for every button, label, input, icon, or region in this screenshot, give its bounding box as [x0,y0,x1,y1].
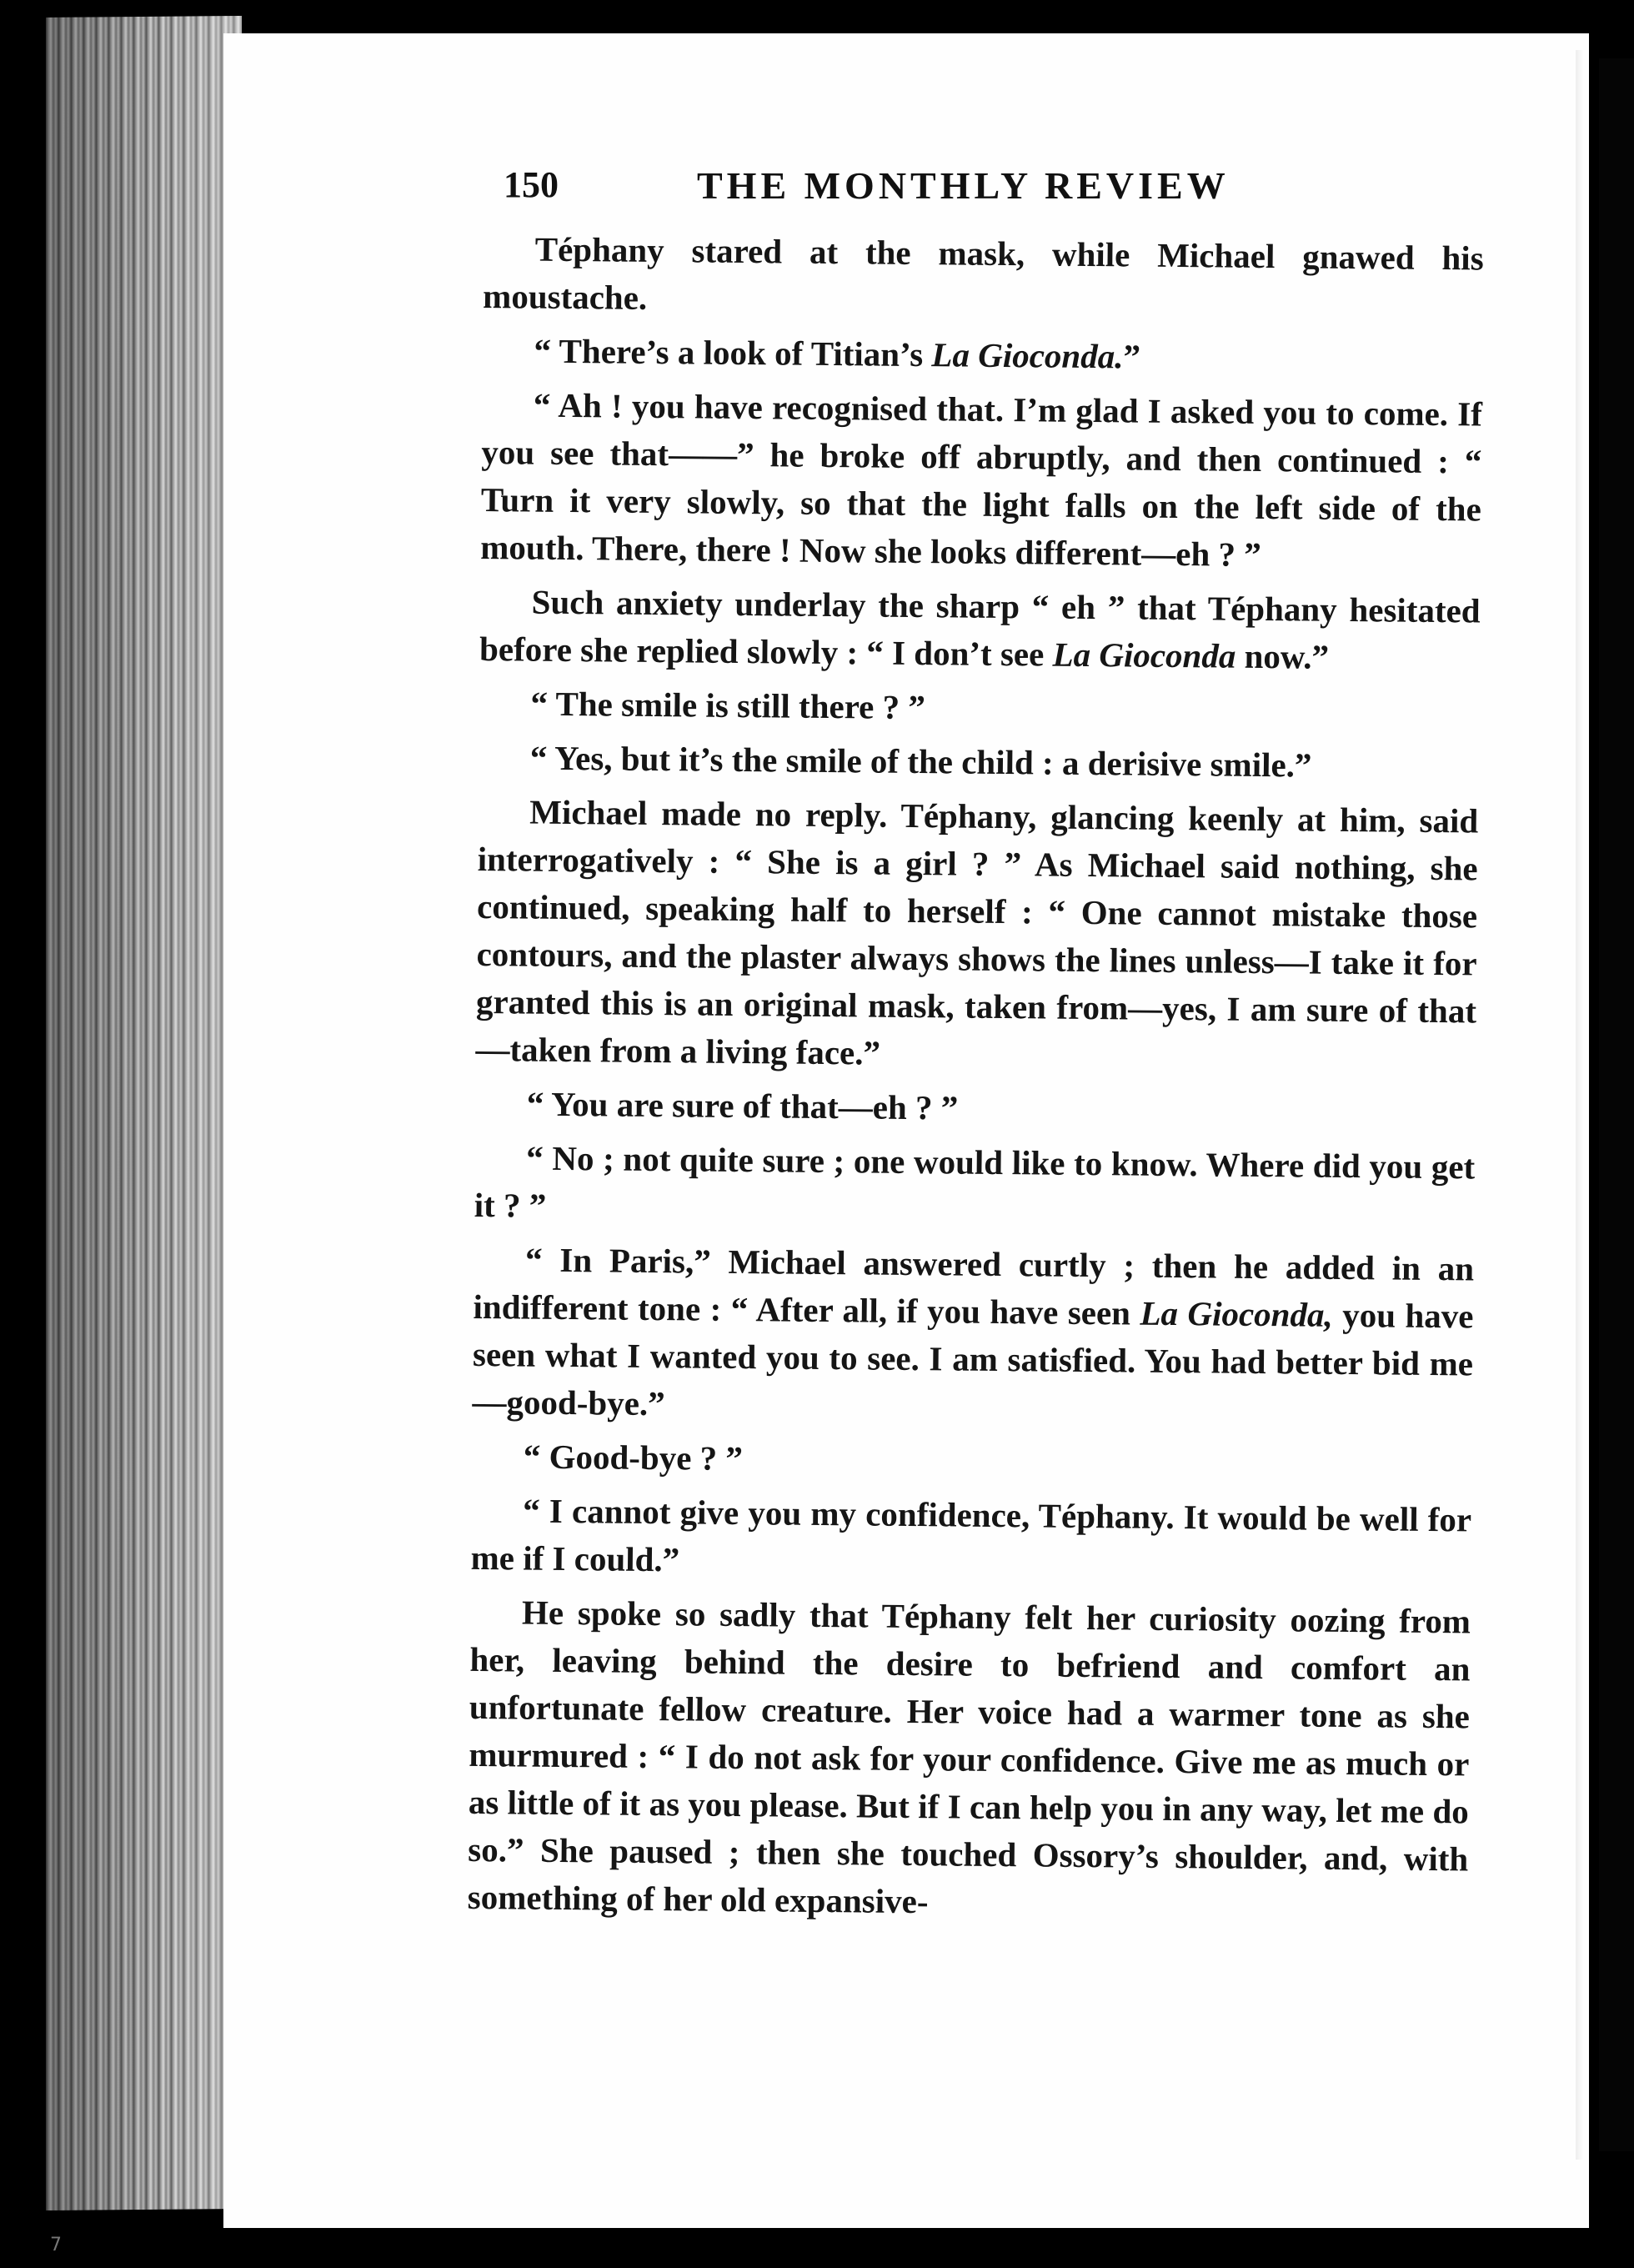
paragraph [470,1487,1471,1592]
paragraph-text: “ Yes, but it’s the smile of the child : a derisive smile.” [529,738,1312,785]
paragraph-text: “ The smile is still there ? ” [530,684,926,727]
paragraph-text: “ There’s a look of Titian’s [534,331,932,374]
paragraph [480,381,1482,581]
paragraph-text: now.” [1236,636,1330,676]
paragraph [472,1433,1472,1490]
book-page-edges [46,16,242,2210]
paragraph-text: “ You are sure of that—eh ? ” [526,1084,959,1127]
paragraph-text: Michael made no reply. Téphany, glancing keenly at him, said interrogatively : “ She is a girl ? ” As Michael said nothing, she continued, speaking half to herself : “ One cannot mistake those contours, and the plaster always shows the lines unless—I take it for granted this is an original mask, taken from—yes, I am sure of that—taken from a living face.” [475,792,1479,1072]
italic-title: La Gioconda [1052,635,1236,675]
paragraph-text: “ No ; not quite sure ; one would like to know. Where did you get it ? ” [474,1138,1476,1225]
paragraph [475,788,1478,1083]
margin-mark: 7 [50,2235,62,2255]
paragraph-text: Such anxiety underlay the sharp “ eh ” that Téphany hesitated before she replied slowly : “ I don’t see [479,582,1481,674]
paragraph [482,327,1482,384]
scan-dark-border [1599,58,1634,2151]
paragraph-text: “ In Paris,” Michael answered curtly ; then he added in an indifferent tone : “ After all, if you have seen [473,1240,1475,1332]
running-head: THE MONTHLY REVIEW [697,164,1230,207]
paragraph [483,225,1484,330]
paragraph [479,734,1479,791]
paragraph-text: ” [1123,337,1141,376]
paragraph-text: Téphany stared at the mask, while Michael gnawed his moustache. [482,229,1484,317]
paragraph-text: He spoke so sadly that Téphany felt her curiosity oozing from her, leaving behind the desire to befriend and comfort an unfortunate fellow creature. Her voice had a warmer tone as she murmured : “ I do not ask for your confidence. Give me as much or as little of it as you please. But if I can help you in any way, let me do so.” She paused ; then she touched Ossory’s shoulder, and, with something of her old expansive- [467,1593,1471,1921]
paragraph [475,1080,1476,1137]
paragraph-text: “ Good-bye ? ” [523,1437,744,1478]
italic-title: La Gioconda, [1140,1293,1333,1334]
page-right-edge [1576,50,1584,2160]
paragraph [479,578,1481,683]
body-text [467,225,1484,1937]
paragraph [479,680,1479,737]
page-header [504,163,1487,222]
paragraph [474,1134,1475,1239]
paragraph [467,1588,1471,1931]
page-number: 150 [504,164,559,205]
paragraph-text: “ Ah ! you have recognised that. I’m glad I asked you to come. If you see that——” he broke off abruptly, and then continued : “ Turn it very slowly, so that the light falls on the left side of the mouth. There, there ! Now she looks different—eh ? ” [480,385,1483,574]
italic-title: La Gioconda. [931,335,1124,376]
paragraph [472,1236,1474,1436]
paragraph-text: “ I cannot give you my confidence, Téphany. It would be well for me if I could.” [470,1491,1472,1579]
paragraph-text: you have seen what I wanted you to see. I am satisfied. You had better bid me—good-bye.” [472,1295,1474,1423]
